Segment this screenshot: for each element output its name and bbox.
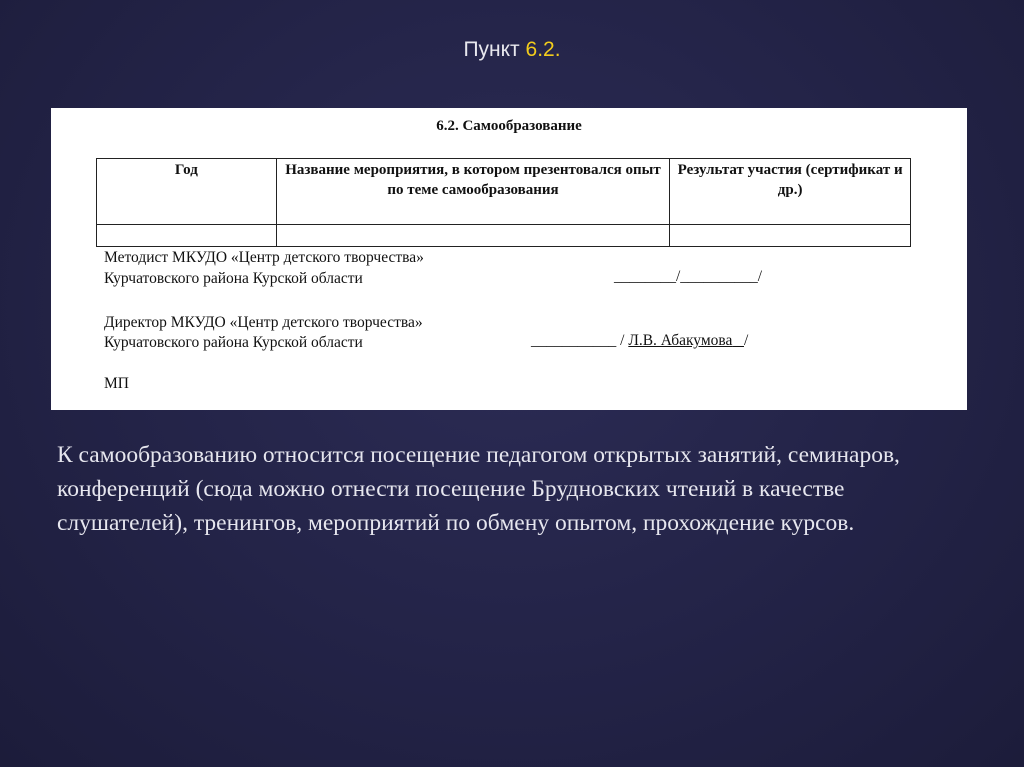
document-heading: 6.2. Самообразование <box>436 118 582 134</box>
self-education-table <box>96 158 911 247</box>
director-signature-name: Л.В. Абакумова <box>628 332 733 349</box>
director-signature-end: / <box>744 332 749 349</box>
director-line-1: Директор МКУДО «Центр детского творчества» <box>104 314 423 331</box>
methodist-line-1: Методист МКУДО «Центр детского творчества» <box>104 249 424 266</box>
methodist-signature: ________/__________/ <box>614 268 763 285</box>
slide-title <box>0 38 1024 62</box>
director-line-2: Курчатовского района Курской области <box>104 334 363 351</box>
table-cell <box>97 225 277 247</box>
slide-title-number: 6.2. <box>525 38 561 61</box>
body-paragraph: К самообразованию относится посещение педагогом открытых занятий, семинаров, конференций (сюда можно отнести посещение Брудновских чтений в качестве слушателей), тренингов, мероприятий по обмену опытом, прохождение курсов. <box>57 442 900 536</box>
stamp-label: МП <box>104 375 129 392</box>
director-signature <box>531 332 748 350</box>
column-header-result: Результат участия (сертификат и др.) <box>670 159 911 225</box>
table-cell <box>276 225 670 247</box>
document-image <box>51 108 967 410</box>
director-signature-separator: / <box>620 332 625 349</box>
table-row <box>97 225 911 247</box>
column-header-year: Год <box>97 159 277 225</box>
slide-title-prefix: Пункт <box>463 38 526 61</box>
director-signature-blank: ___________ <box>531 332 617 349</box>
methodist-line-2: Курчатовского района Курской области <box>104 270 363 287</box>
table-header-row <box>97 159 911 225</box>
column-header-event: Название мероприятия, в котором презентовался опыт по теме самообразования <box>276 159 670 225</box>
table-cell <box>670 225 911 247</box>
